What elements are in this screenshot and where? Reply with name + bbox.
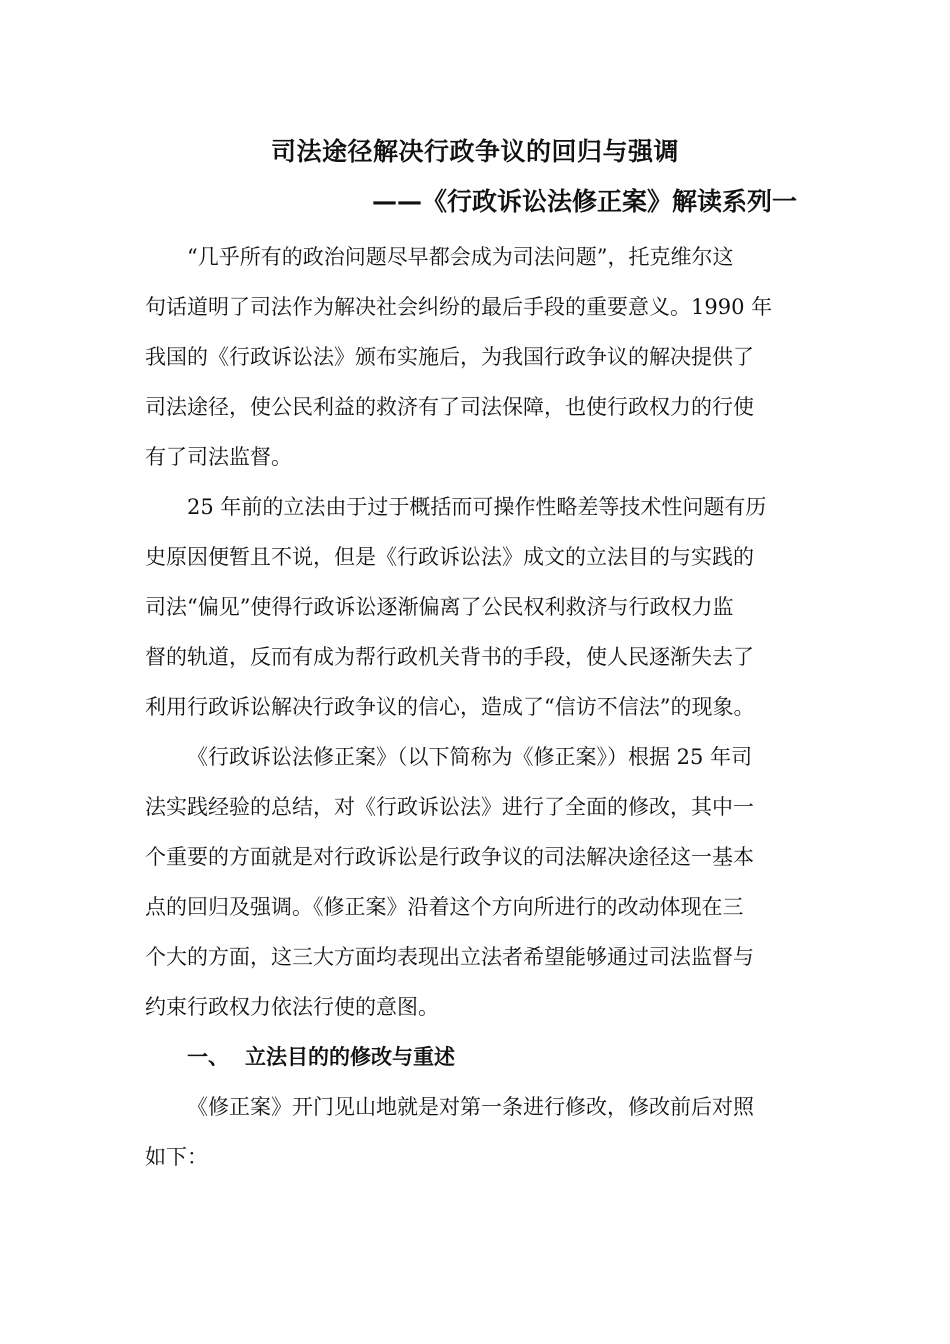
paragraph-2 bbox=[145, 482, 811, 732]
paragraph-line: 督的轨道，反而有成为帮行政机关背书的手段，使人民逐渐失去了 bbox=[145, 645, 754, 669]
paragraph-line: 25 年前的立法由于过于概括而可操作性略差等技术性问题有历 bbox=[187, 495, 767, 519]
paragraph-line: 句话道明了司法作为解决社会纠纷的最后手段的重要意义。1990 年 bbox=[145, 295, 773, 319]
paragraph-line: 个大的方面，这三大方面均表现出立法者希望能够通过司法监督与 bbox=[145, 945, 754, 969]
paragraph-line: 《行政诉讼法修正案》（以下简称为《修正案》）根据 25 年司 bbox=[187, 745, 753, 769]
paragraph-line: 如下： bbox=[145, 1145, 208, 1169]
section-number: 一、 bbox=[187, 1045, 229, 1069]
paragraph-line: 史原因便暂且不说，但是《行政诉讼法》成文的立法目的与实践的 bbox=[145, 545, 754, 569]
document-subtitle: ——《行政诉讼法修正案》解读系列一 bbox=[372, 187, 798, 216]
paragraph-line: 《修正案》开门见山地就是对第一条进行修改，修改前后对照 bbox=[187, 1095, 754, 1119]
paragraph-line: 司法途径，使公民利益的救济有了司法保障，也使行政权力的行使 bbox=[145, 395, 754, 419]
document-title: 司法途径解决行政争议的回归与强调 bbox=[270, 137, 679, 166]
paragraph-line: “几乎所有的政治问题尽早都会成为司法问题”，托克维尔这 bbox=[187, 245, 734, 269]
paragraph-line: 我国的《行政诉讼法》颁布实施后，为我国行政争议的解决提供了 bbox=[145, 345, 754, 369]
section-heading-text: 立法目的的修改与重述 bbox=[245, 1045, 455, 1069]
paragraph-line: 有了司法监督。 bbox=[145, 445, 292, 469]
paragraph-line: 点的回归及强调。《修正案》沿着这个方向所进行的改动体现在三 bbox=[145, 895, 744, 919]
paragraph-line: 个重要的方面就是对行政诉讼是行政争议的司法解决途径这一基本 bbox=[145, 845, 754, 869]
paragraph-1 bbox=[145, 232, 811, 482]
paragraph-line: 约束行政权力依法行使的意图。 bbox=[145, 995, 439, 1019]
paragraph-4 bbox=[145, 1082, 811, 1182]
paragraph-line: 司法“偏见”使得行政诉讼逐渐偏离了公民权利救济与行政权力监 bbox=[145, 595, 734, 619]
paragraph-line: 法实践经验的总结，对《行政诉讼法》进行了全面的修改，其中一 bbox=[145, 795, 754, 819]
paragraph-line: 利用行政诉讼解决行政争议的信心，造成了“信访不信法”的现象。 bbox=[145, 695, 755, 719]
paragraph-3 bbox=[145, 732, 811, 1032]
section-heading bbox=[145, 1032, 811, 1082]
document-body bbox=[145, 232, 811, 1182]
